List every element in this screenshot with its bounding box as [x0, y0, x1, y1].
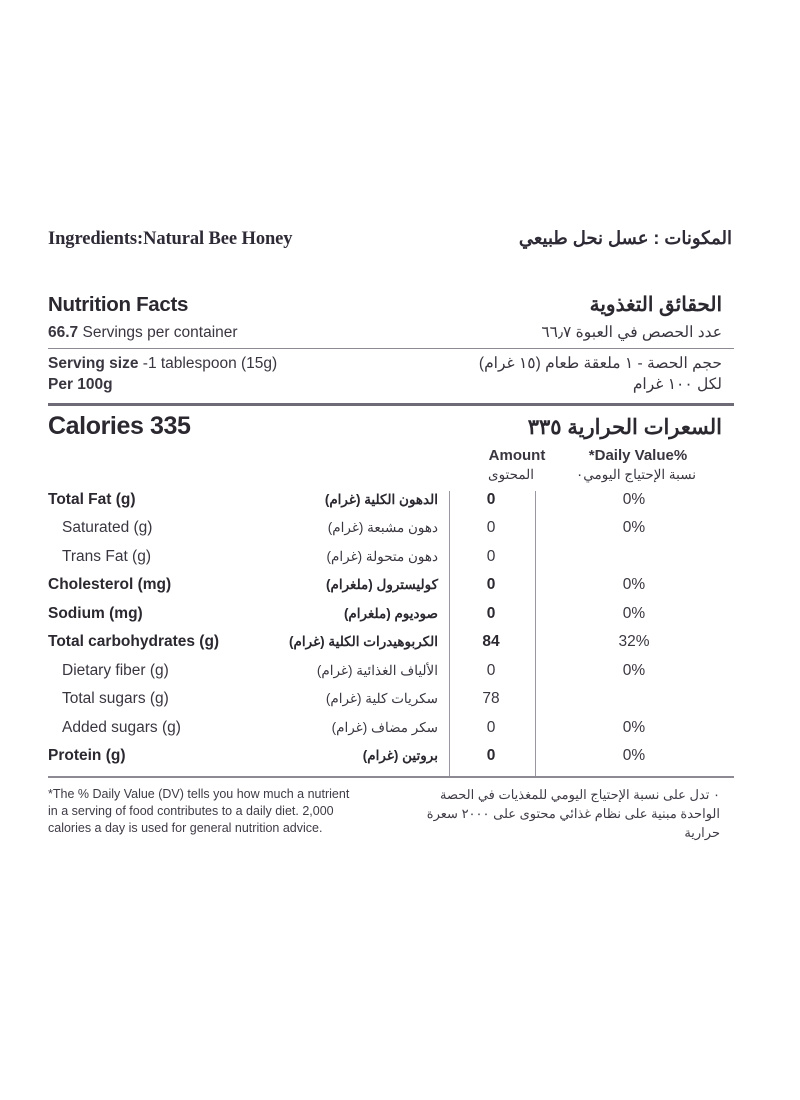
nutrient-amount: 78: [482, 690, 500, 708]
nutrient-name-arabic: الكربوهيدرات الكلية (غرام): [289, 634, 438, 650]
nutrient-name-english: Added sugars (g): [62, 718, 181, 736]
nutrient-amount: 0: [486, 661, 496, 679]
servings-label: Servings per container: [82, 324, 238, 341]
servings-arabic: عدد الحصص في العبوة ٦٦٫٧: [541, 324, 722, 341]
footnote-arabic: ٠ تدل على نسبة الإحتياج اليومي للمغذيات في الحصة الواحدة مبنية على نظام غذائي محتوى على ٢٠٠٠ سعرة حرارية: [426, 786, 720, 840]
nutrient-name-english: Trans Fat (g): [62, 547, 151, 565]
nutrient-daily-value: 0%: [622, 576, 646, 594]
column-headers: [48, 445, 734, 491]
servings-english: [48, 324, 238, 342]
nutrient-daily-value: 0%: [622, 604, 646, 622]
servings-count: 66.7: [48, 324, 79, 341]
title-arabic: الحقائق التغذوية: [589, 294, 722, 316]
calories-english: Calories 335: [48, 411, 191, 440]
nutrition-facts-label: [48, 228, 734, 842]
serving-size-arabic-line1: حجم الحصة - ١ ملعقة طعام (١٥ غرام): [478, 355, 722, 372]
nutrient-name-arabic: الدهون الكلية (غرام): [324, 491, 438, 507]
table-row: [48, 519, 734, 548]
table-row: [48, 690, 734, 719]
footnote-english: *The % Daily Value (DV) tells you how much a nutrient in a serving of food contributes to a daily diet. 2,000 calories a day is used for general nutrition advice.: [48, 786, 350, 836]
nutrient-daily-value: 32%: [618, 633, 650, 651]
nutrient-amount: 0: [486, 490, 496, 508]
title-english: Nutrition Facts: [48, 293, 189, 316]
ingredients-arabic: المكونات : عسل نحل طبيعي: [518, 228, 732, 248]
nutrient-daily-value: 0%: [622, 490, 646, 508]
nutrient-name-arabic: سكريات كلية (غرام): [325, 691, 438, 707]
nutrient-name-arabic: دهون متحولة (غرام): [326, 548, 438, 564]
servings-per-container-row: [48, 323, 734, 346]
nutrient-name-arabic: الألياف الغذائية (غرام): [316, 662, 438, 678]
serving-size-arabic-line2: لكل ١٠٠ غرام: [632, 375, 722, 393]
nutrient-name-arabic: دهون مشبعة (غرام): [327, 520, 438, 536]
nutrient-name-english: Total carbohydrates (g): [48, 633, 220, 651]
nutrient-amount: 0: [486, 604, 496, 622]
serving-size-row: [48, 349, 734, 403]
nutrient-name-english: Saturated (g): [62, 519, 153, 537]
serving-size-value: -1 tablespoon (15g): [142, 355, 278, 372]
nutrient-name-english: Cholesterol (mg): [48, 576, 172, 594]
table-row: [48, 576, 734, 605]
table-row: [48, 605, 734, 634]
nutrients-table: [48, 491, 734, 776]
nutrient-name-arabic: سكر مضاف (غرام): [331, 719, 438, 735]
nutrient-name-english: Total sugars (g): [62, 690, 169, 708]
nutrient-name-english: Protein (g): [48, 747, 126, 765]
calories-row: [48, 406, 734, 445]
nutrient-name-english: Sodium (mg): [48, 604, 143, 622]
nutrient-amount: 0: [486, 747, 496, 765]
table-row: [48, 548, 734, 577]
nutrient-amount: 0: [486, 519, 496, 537]
nutrient-daily-value: 0%: [622, 747, 646, 765]
serving-size-label: Serving size: [48, 355, 139, 372]
serving-size-english: [48, 354, 277, 396]
nutrient-amount: 0: [486, 718, 496, 736]
nutrient-amount: 0: [486, 547, 496, 565]
serving-size-per100g: Per 100g: [48, 375, 113, 393]
table-row: [48, 719, 734, 748]
ingredients-english: Ingredients:Natural Bee Honey: [48, 229, 293, 249]
nutrient-daily-value: 0%: [622, 718, 646, 736]
label-title-row: [48, 292, 734, 317]
nutrient-daily-value: 0%: [622, 519, 646, 537]
nutrient-amount: 0: [486, 576, 496, 594]
nutrient-daily-value: 0%: [622, 661, 646, 679]
ingredients-row: [48, 228, 734, 262]
footnote-row: [48, 778, 734, 843]
nutrient-name-english: Total Fat (g): [48, 490, 136, 508]
serving-size-arabic: [479, 354, 734, 396]
table-row: [48, 662, 734, 691]
nutrient-name-arabic: صوديوم (ملغرام): [343, 605, 438, 621]
nutrient-name-english: Dietary fiber (g): [62, 661, 169, 679]
column-divider-amount: [449, 491, 450, 776]
column-header-daily-value-ar: نسبة الإحتياج اليومي٠: [575, 466, 697, 482]
nutrient-name-arabic: بروتين (غرام): [362, 748, 438, 764]
calories-arabic: السعرات الحرارية ٣٣٥: [527, 415, 722, 439]
nutrient-amount: 84: [482, 633, 500, 651]
table-row: [48, 633, 734, 662]
table-row: [48, 491, 734, 520]
nutrient-name-arabic: كوليسترول (ملغرام): [326, 577, 438, 593]
column-header-amount-ar: المحتوى: [488, 466, 534, 482]
table-row: [48, 747, 734, 776]
column-header-daily-value-en: *Daily Value%: [588, 446, 688, 464]
serving-size-line1: [48, 354, 277, 375]
column-header-amount-en: Amount: [488, 446, 546, 464]
column-divider-daily-value: [535, 491, 536, 776]
